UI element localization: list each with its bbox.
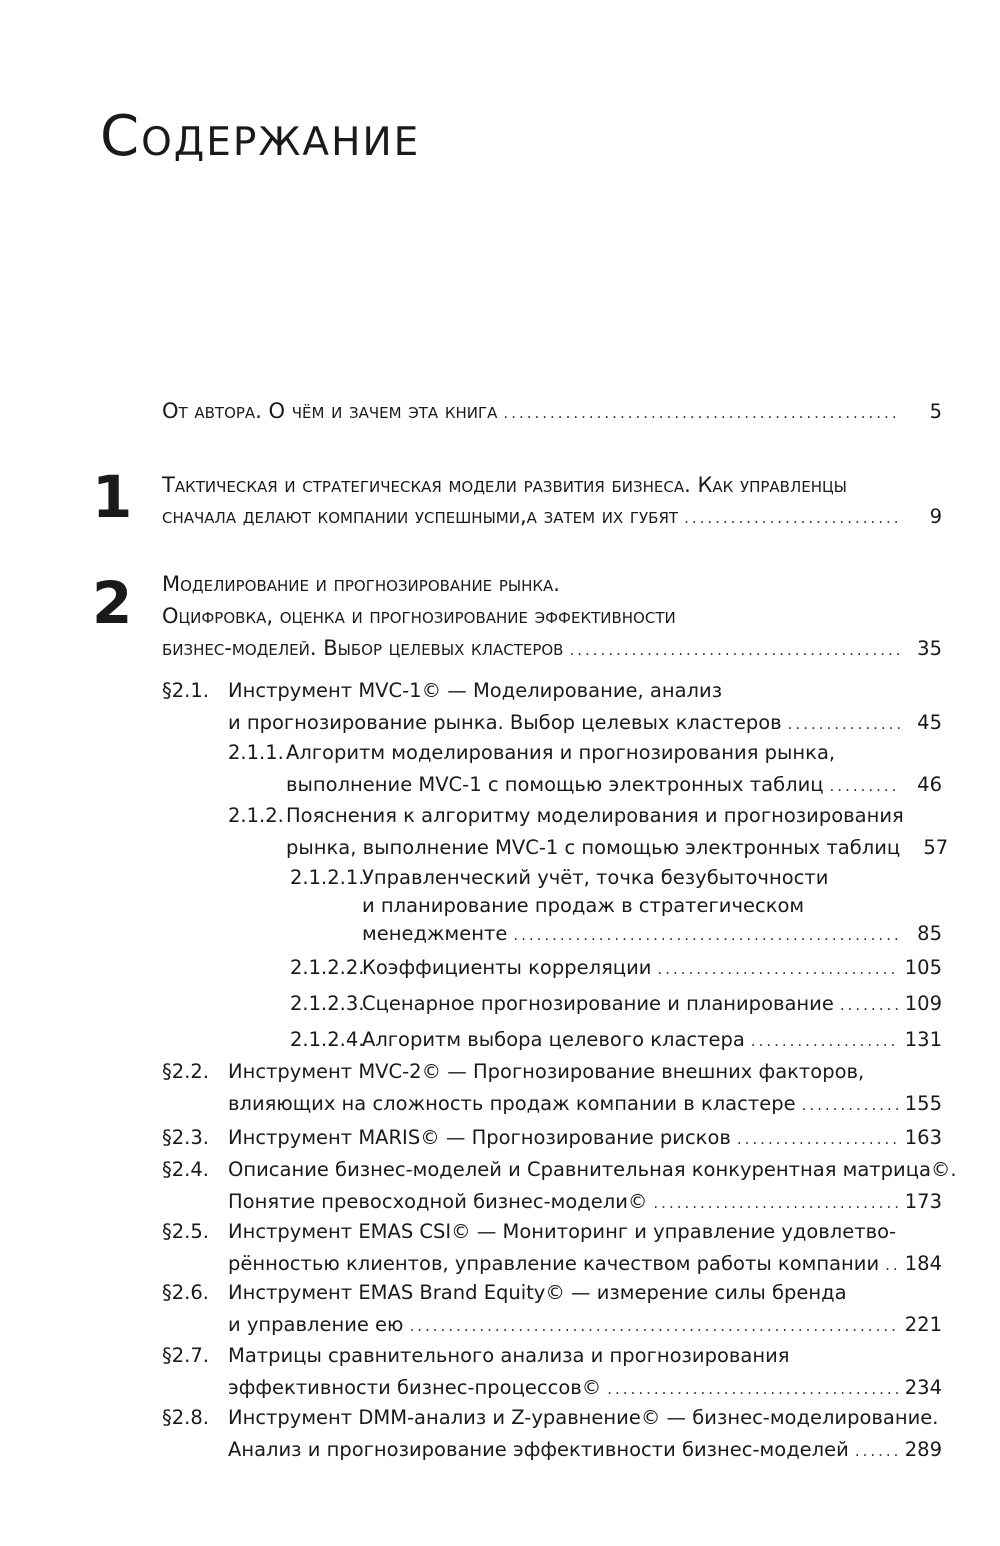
leader-dots <box>653 1189 898 1217</box>
page-number: 184 <box>904 1252 942 1275</box>
chapter-number: 1 <box>92 463 133 531</box>
toc-entry-text: Коэффициенты корреляции <box>362 956 652 979</box>
leader-dots <box>751 1027 899 1055</box>
toc-entry-text: Алгоритм моделирования и прогнозирования рынка, <box>286 741 836 764</box>
page-title: Содержание <box>100 104 421 169</box>
toc-entry-text: Инструмент MVC-1© — Моделирование, анализ <box>228 679 723 702</box>
toc-entry-section-2-6[interactable] <box>228 1279 942 1340</box>
toc-entry-text: менеджменте <box>362 922 508 945</box>
page-number: 105 <box>904 956 942 979</box>
toc-entry-text: Инструмент MARIS© — Прогнозирование рисков <box>228 1126 731 1149</box>
section-number: 2.1.1. <box>228 741 284 764</box>
leader-dots <box>840 991 899 1019</box>
toc-entry-text: и управление ею <box>228 1313 404 1336</box>
section-number: §2.2. <box>162 1060 209 1083</box>
page-number: 85 <box>917 922 942 945</box>
page-number: 173 <box>904 1190 942 1213</box>
toc-entry-text: рынка, выполнение MVC-1 с помощью электронных таблиц <box>286 836 901 859</box>
toc-entry-chapter-2[interactable] <box>162 570 942 664</box>
toc-entry-text: Управленческий учёт, точка безубыточности <box>362 866 829 889</box>
leader-dots <box>684 504 900 532</box>
toc-entry-section-2-4[interactable] <box>228 1156 957 1217</box>
leader-dots <box>657 955 898 983</box>
toc-entry-text: Инструмент DMM-анализ и Z-уравнение© — бизнес-моделирование. <box>228 1406 939 1429</box>
toc-entry-section-2-1-1[interactable] <box>286 739 942 800</box>
toc-entry-text: и планирование продаж в стратегическом <box>362 894 805 917</box>
page-number: 57 <box>923 836 949 859</box>
leader-dots <box>802 1091 899 1119</box>
page-number: 289 <box>904 1438 942 1461</box>
leader-dots <box>830 772 900 800</box>
toc-entry-text: Инструмент MVC-2© — Прогнозирование внешних факторов, <box>228 1060 865 1083</box>
toc-entry-text: Матрицы сравнительного анализа и прогнозирования <box>228 1344 790 1367</box>
toc-entry-section-2-5[interactable] <box>228 1218 942 1279</box>
chapter-number: 2 <box>92 569 133 637</box>
toc-entry-text: Анализ и прогнозирование эффективности бизнес-моделей <box>228 1438 849 1461</box>
toc-entry-section-2-1-2-1[interactable] <box>362 864 942 949</box>
section-number: 2.1.2. <box>228 804 284 827</box>
toc-entry-section-2-2[interactable] <box>228 1058 942 1119</box>
section-number: §2.4. <box>162 1158 209 1181</box>
toc-entry-section-2-1-2-2[interactable] <box>362 954 942 983</box>
leader-dots <box>607 1375 899 1403</box>
leader-dots <box>503 399 900 427</box>
toc-entry-text: сначала делают компании успешными,а затем их губят <box>162 504 679 528</box>
section-number: §2.5. <box>162 1220 209 1243</box>
section-number: §2.6. <box>162 1281 209 1304</box>
toc-entry-text: и прогнозирование рынка. Выбор целевых кластеров <box>228 711 782 734</box>
toc-entry-text: Пояснения к алгоритму моделирования и прогнозирования <box>286 804 904 827</box>
toc-entry-chapter-1[interactable] <box>162 471 942 532</box>
page-number: 109 <box>904 992 942 1015</box>
page-number: 45 <box>917 711 942 734</box>
toc-entry-text: Тактическая и стратегическая модели развития бизнеса. Как управленцы <box>162 473 847 497</box>
toc-entry-section-2-1[interactable] <box>228 677 942 738</box>
section-number: §2.7. <box>162 1344 209 1367</box>
page-number: 131 <box>904 1028 942 1051</box>
toc-entry-text: Оцифровка, оценка и прогнозирование эффективности <box>162 604 676 628</box>
toc-entry-text: Понятие превосходной бизнес-модели© <box>228 1190 648 1213</box>
toc-entry-text: Моделирование и прогнозирование рынка. <box>162 572 560 596</box>
leader-dots <box>569 636 900 664</box>
toc-entry-text: Описание бизнес-моделей и Сравнительная конкурентная матрица©. <box>228 1158 957 1181</box>
toc-entry-text: Инструмент EMAS Brand Equity© — измерение силы бренда <box>228 1281 847 1304</box>
page-number: 221 <box>904 1313 942 1336</box>
section-number: 2.1.2.3. <box>290 992 365 1015</box>
section-number: 2.1.2.2. <box>290 956 365 979</box>
toc-entry-text: выполнение MVC-1 с помощью электронных таблиц <box>286 773 824 796</box>
leader-dots <box>855 1437 899 1465</box>
page-number: 234 <box>904 1376 942 1399</box>
toc-entry-text: Инструмент EMAS CSI© — Мониторинг и управление удовлетво- <box>228 1220 897 1243</box>
toc-entry-text: Сценарное прогнозирование и планирование <box>362 992 834 1015</box>
section-number: §2.1. <box>162 679 209 702</box>
toc-entry-text: От автора. О чём и зачем эта книга <box>162 399 498 423</box>
toc-entry-text: рённостью клиентов, управление качеством работы компании <box>228 1252 880 1275</box>
toc-entry-section-2-1-2[interactable] <box>286 802 949 863</box>
toc-entry-section-2-3[interactable] <box>228 1124 942 1153</box>
page-number: 155 <box>904 1092 942 1115</box>
page-number: 35 <box>917 637 942 660</box>
toc-entry-section-2-7[interactable] <box>228 1342 942 1403</box>
section-number: §2.3. <box>162 1126 209 1149</box>
leader-dots <box>788 710 900 738</box>
toc-entry-text: бизнес-моделей. Выбор целевых кластеров <box>162 636 564 660</box>
section-number: 2.1.2.4. <box>290 1028 365 1051</box>
page-number: 9 <box>929 505 942 528</box>
toc-entry-section-2-1-2-4[interactable] <box>362 1026 942 1055</box>
page-number: 5 <box>929 400 942 423</box>
page-number: 163 <box>904 1126 942 1149</box>
section-number: 2.1.2.1. <box>290 866 365 889</box>
toc-entry-text: Алгоритм выбора целевого кластера <box>362 1028 745 1051</box>
toc-entry-author[interactable] <box>162 397 942 427</box>
toc-entry-section-2-8[interactable] <box>228 1404 942 1465</box>
toc-entry-text: влияющих на сложность продаж компании в кластере <box>228 1092 796 1115</box>
page-number: 46 <box>917 773 942 796</box>
leader-dots <box>513 921 900 949</box>
toc-entry-text: эффективности бизнес-процессов© <box>228 1376 602 1399</box>
section-number: §2.8. <box>162 1406 209 1429</box>
leader-dots <box>737 1125 899 1153</box>
toc-entry-section-2-1-2-3[interactable] <box>362 990 942 1019</box>
leader-dots <box>885 1251 899 1279</box>
leader-dots <box>409 1312 898 1340</box>
